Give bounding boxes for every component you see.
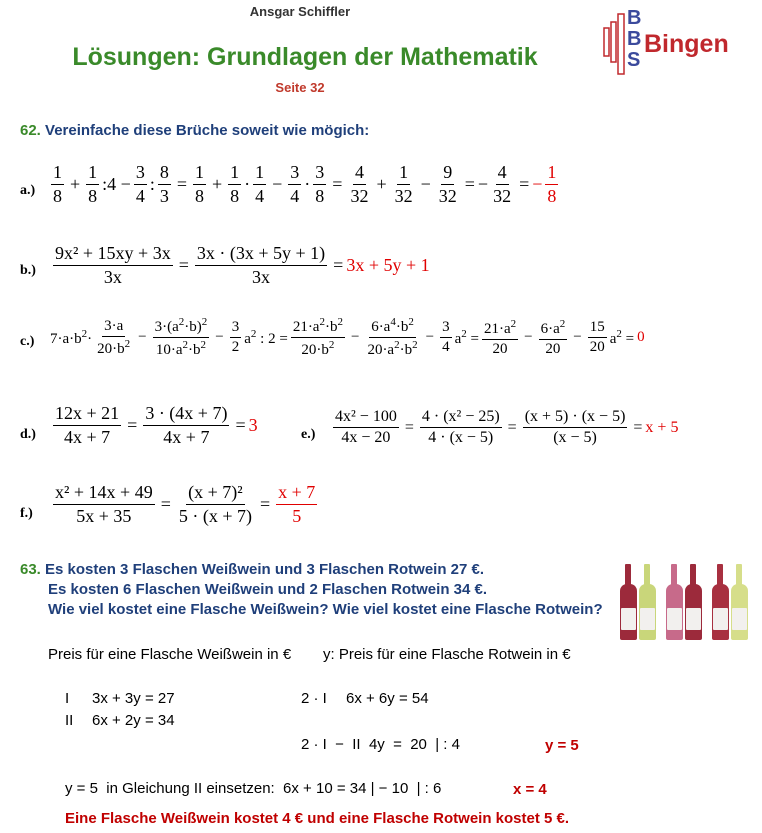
label-d: d.): [20, 427, 36, 442]
wine-bottles-image: [618, 558, 756, 640]
task-62-heading: [20, 122, 369, 139]
task-63-line-3: Wie viel kostet eine Flasche Weißwein? Wie viel kostet eine Flasche Rotwein?: [48, 601, 603, 618]
label-b: b.): [20, 263, 36, 278]
equation-a: 1 8 + $\frac{1}{8}$ :4 − $\frac{3}{4}$ : $\frac{8}{3}$ = $\frac{1}{8}$ + $\frac{1}{8}$ · 1 4 − $\frac{3}{4}$ · $\frac{3}{8}$ = $\frac{4}{32}$ + $\frac{1}{32}$ − $\frac{9}{32}$ = − $\frac{4}{32}$ = − $\frac{1}{8}$: [53, 162, 557, 206]
label-c: c.): [20, 334, 35, 349]
logo-letter-b1: B: [627, 7, 642, 29]
task-63-number: 63.: [20, 561, 41, 578]
variable-y: y: Preis für eine Flasche Rotwein in €: [323, 646, 571, 663]
task-62-prompt: Vereinfache diese Brüche soweit wie mögich:: [45, 122, 370, 139]
logo-letter-b2: B: [627, 28, 642, 50]
author: Ansgar Schiffler: [249, 4, 351, 19]
equation-I-label: I: [65, 690, 70, 707]
result-f: $\frac{x + 7}{5}$: [278, 482, 316, 526]
equation-c: $7\cdot a\cdot b^2\cdot$ 3·a $20\cdot b^2$ − $\frac{3\cdot(a^2\cdot b)^2}{10\cdot a^2\cdot b^2}$ − $\frac{3}{2}$ $a^2$ : 2 = $\frac{21\cdot a^2\cdot b^2}{20\cdot b^2}$ − $\frac{6\cdot a^4\cdot b^2}{20\cdot a^2\cdot b^2}$ − $\frac{3}{4}$ $a^2$ = $\frac{21\cdot a^2}{20}$ − $\frac{6\cdot a^2}{20}$ − $\frac{15}{20}$ $a^2$ = 0: [50, 316, 645, 359]
result-b: 3x + 5y + 1: [346, 254, 430, 275]
equation-II: 6x + 2y = 34: [92, 712, 175, 729]
result-e: x + 5: [645, 418, 679, 436]
step-1-label: 2 · I: [301, 690, 327, 707]
logo-text: Bingen: [644, 30, 729, 58]
variable-x: Preis für eine Flasche Weißwein in €: [48, 646, 292, 663]
final-answer: Eine Flasche Weißwein kostet 4 € und eine Flasche Rotwein kostet 5 €.: [65, 810, 570, 827]
page-title: Lösungen: Grundlagen der Mathematik: [72, 43, 538, 71]
result-y: y = 5: [545, 737, 579, 754]
bbs-bingen-logo: [600, 8, 740, 80]
result-c: 0: [637, 329, 645, 346]
equation-d: $\frac{12x + 21}{4x + 7}$ = $\frac{3 \cdot (4x + 7)}{4x + 7}$ = 3: [55, 403, 258, 447]
equation-f: $\frac{\text{x² + 14x + 49}}{5x + 35}$ = $\frac{\text{(x + 7)²}}{5 \cdot (x + 7)}$ = $\frac{x + 7}{5}$: [55, 482, 316, 526]
label-a: a.): [20, 183, 36, 198]
page-number: Seite 32: [275, 80, 325, 95]
step-3: y = 5 in Gleichung II einsetzen: 6x + 10 = 34 | − 10 | : 6: [65, 780, 442, 797]
result-d: 3: [248, 414, 258, 435]
task-62-number: 62.: [20, 122, 41, 139]
step-1: 6x + 6y = 54: [346, 690, 429, 707]
task-63-line-2: Es kosten 6 Flaschen Weißwein und 2 Flaschen Rotwein 34 €.: [48, 581, 488, 598]
logo-letter-s: S: [627, 49, 641, 71]
result-x: x = 4: [513, 781, 547, 798]
task-63-text: [20, 560, 603, 620]
equation-b: $\frac{\text{9x² + 15xy + 3x}}{3x}$ = $\frac{3x \cdot (3x + 5y + 1)}{3x}$ = 3x + 5y + 1: [55, 243, 430, 287]
step-2: 2 · I − II 4y = 20 | : 4: [301, 736, 460, 753]
label-f: f.): [20, 506, 33, 521]
label-e: e.): [301, 427, 316, 442]
equation-II-label: II: [65, 712, 74, 729]
equation-I: 3x + 3y = 27: [92, 690, 175, 707]
result-a: $\frac{1}{8}$: [547, 162, 557, 206]
task-63-line-1: Es kosten 3 Flaschen Weißwein und 3 Flaschen Rotwein 27 €.: [45, 561, 485, 578]
equation-e: $\frac{\text{4x² − 100}}{4x - 20}$ = $\frac{\text{4 · (x² − 25)}}{4 \cdot (x - 5)}$ = $\frac{(x + 5) \cdot (x - 5)}{(x - 5)}$ = x + 5: [335, 408, 679, 447]
